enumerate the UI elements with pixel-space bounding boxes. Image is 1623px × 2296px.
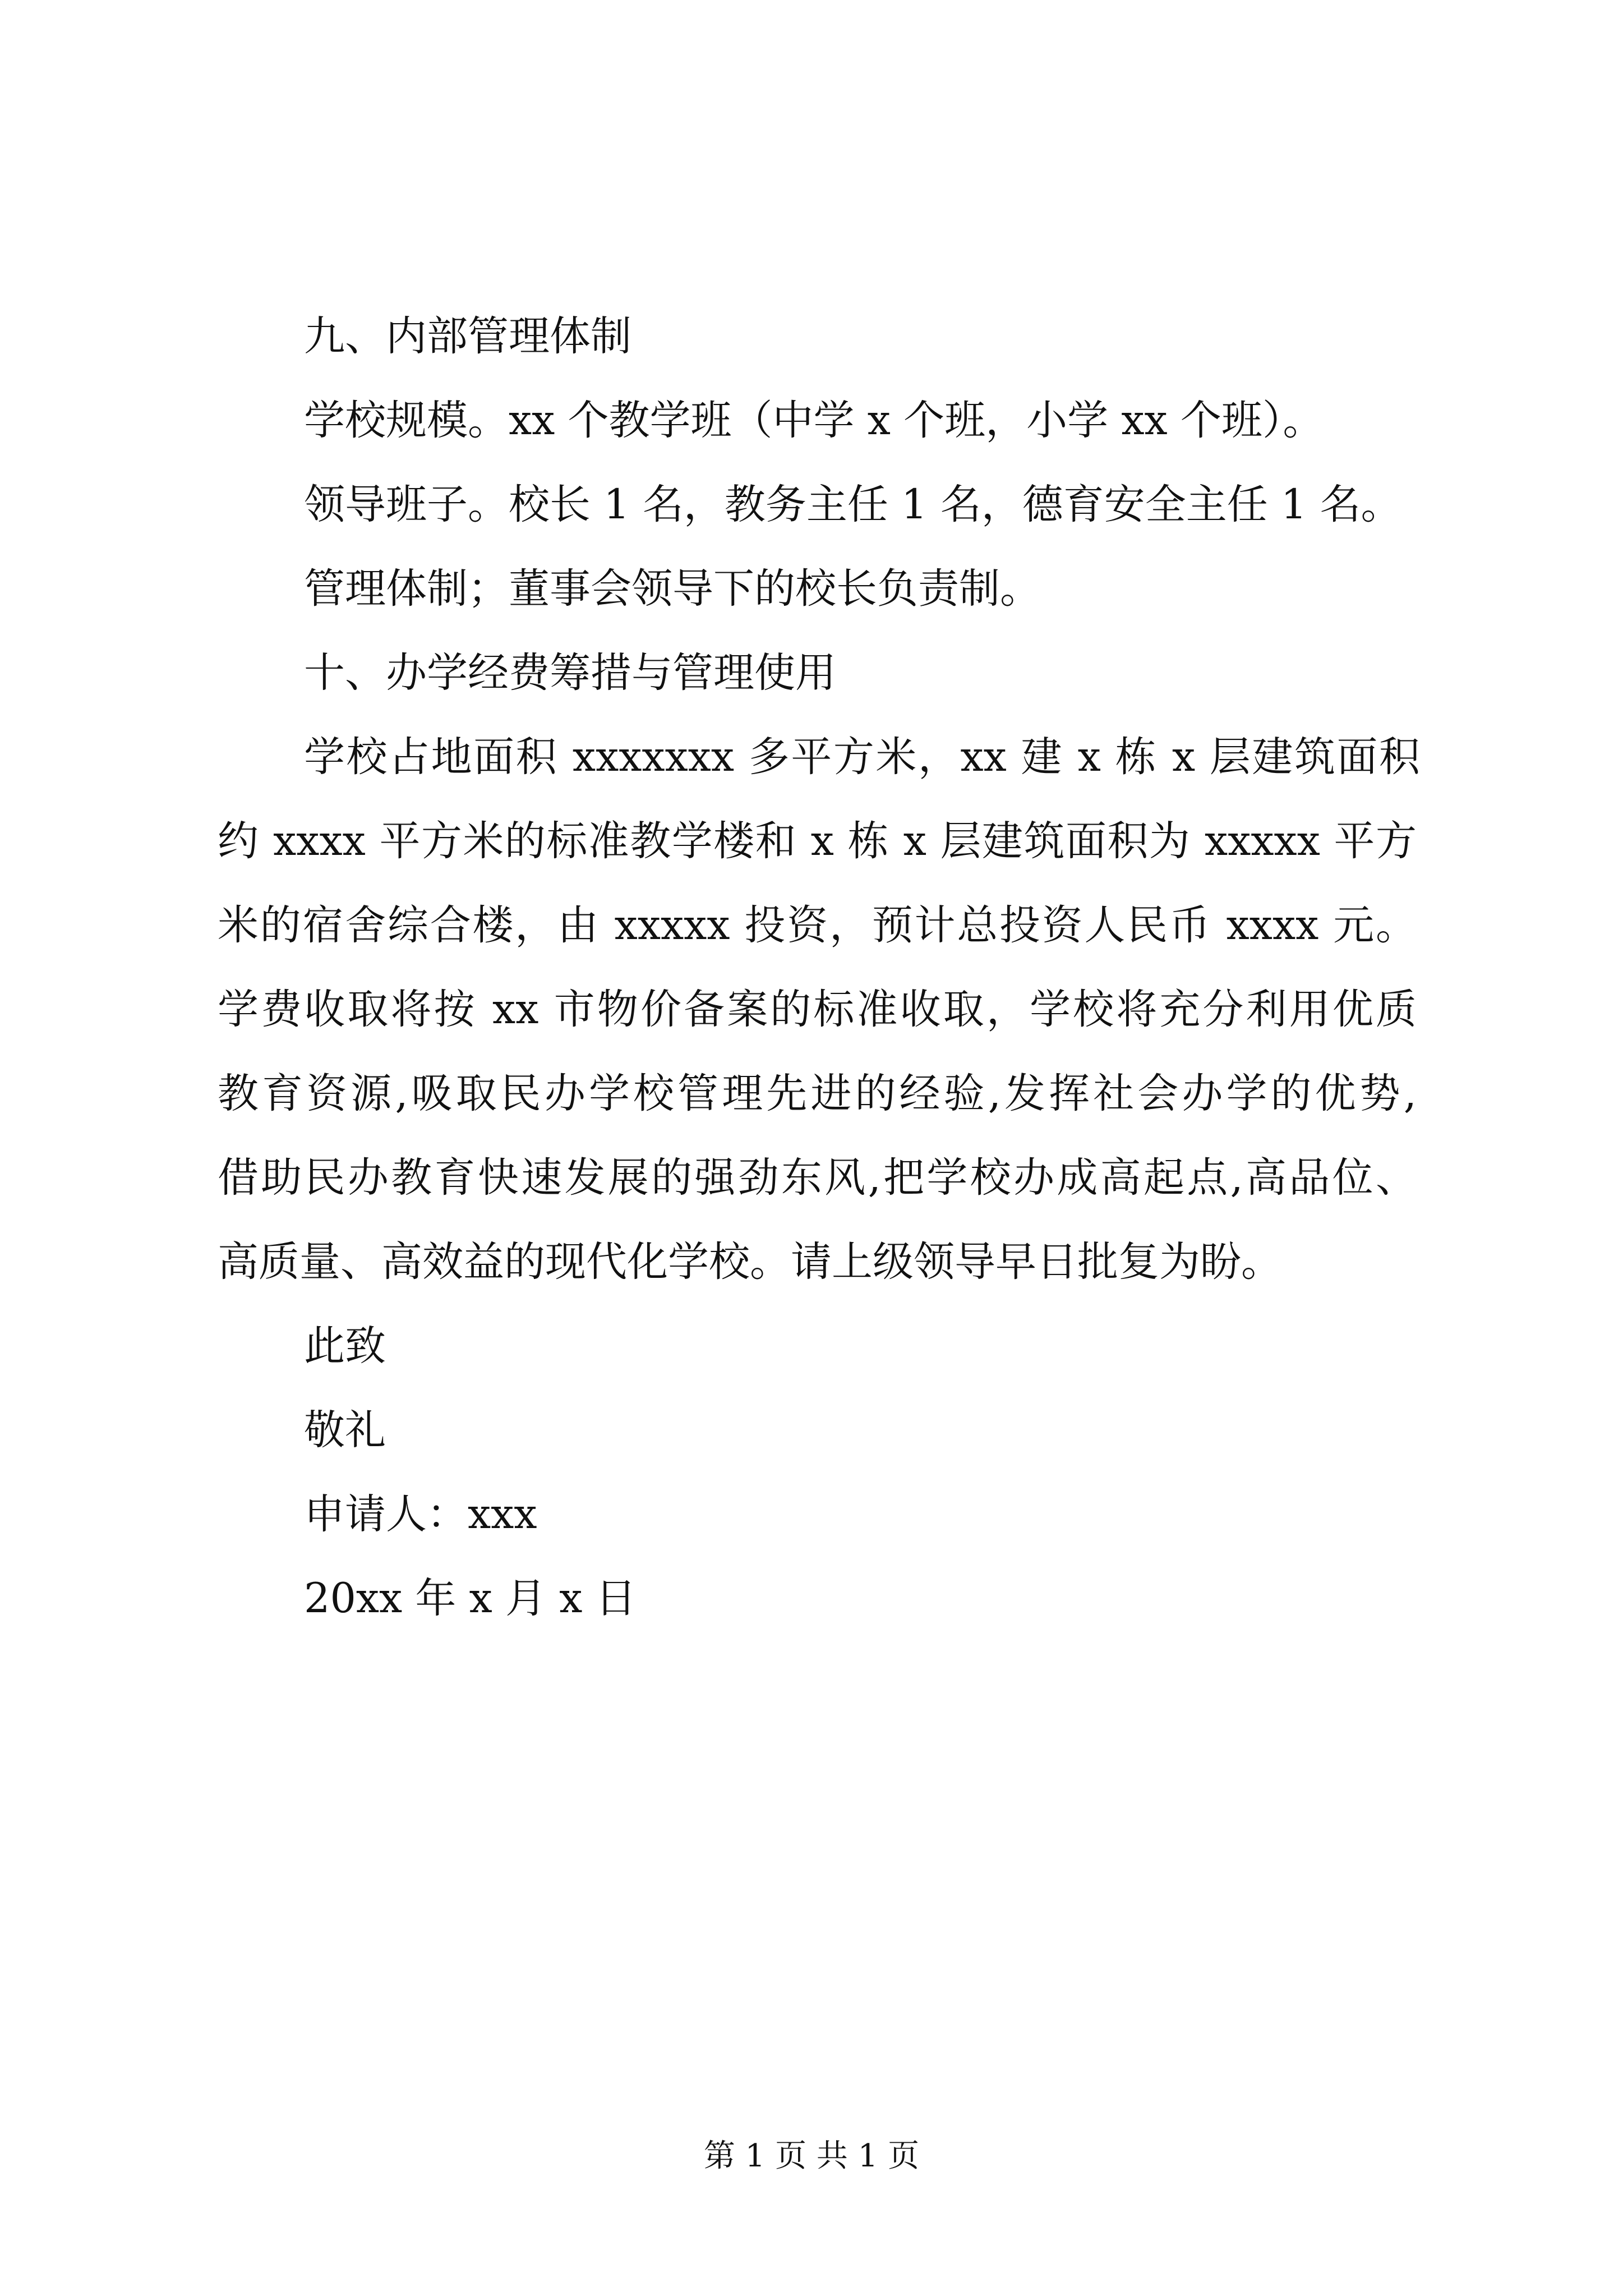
body-paragraph-line: 学费收取将按 xx 市物价备案的标准收取，学校将充分利用优质 — [218, 986, 1417, 1033]
closing-salutation: 此致 — [304, 1322, 386, 1370]
section-ten-heading: 十、办学经费筹措与管理使用 — [304, 649, 836, 697]
body-paragraph-line: 约 xxxx 平方米的标准教学楼和 x 栋 x 层建筑面积为 xxxxx 平方 — [218, 817, 1417, 865]
body-paragraph: 学校规模。xx 个教学班（中学 x 个班，小学 xx 个班）。 — [304, 397, 1324, 444]
body-paragraph-line: 教育资源,吸取民办学校管理先进的经验,发挥社会办学的优势, — [218, 1070, 1417, 1117]
body-paragraph: 领导班子。校长 1 名，教务主任 1 名，德育安全主任 1 名。 — [304, 481, 1402, 528]
body-paragraph: 管理体制；董事会领导下的校长负责制。 — [304, 565, 1041, 613]
body-paragraph-line: 借助民办教育快速发展的强劲东风,把学校办成高起点,高品位、 — [218, 1154, 1417, 1202]
applicant-line: 申请人：xxx — [304, 1490, 537, 1538]
date-line: 20xx 年 x 月 x 日 — [304, 1575, 637, 1622]
section-nine-heading: 九、内部管理体制 — [304, 312, 631, 360]
body-paragraph-line: 高质量、高效益的现代化学校。请上级领导早日批复为盼。 — [218, 1238, 1282, 1286]
closing-regards: 敬礼 — [304, 1406, 386, 1454]
page-number-footer: 第 1 页 共 1 页 — [703, 2138, 920, 2174]
body-paragraph-line: 米的宿舍综合楼，由 xxxxx 投资，预计总投资人民币 xxxx 元。 — [218, 901, 1417, 949]
body-paragraph-line: 学校占地面积 xxxxxxx 多平方米，xx 建 x 栋 x 层建筑面积 — [304, 733, 1420, 781]
